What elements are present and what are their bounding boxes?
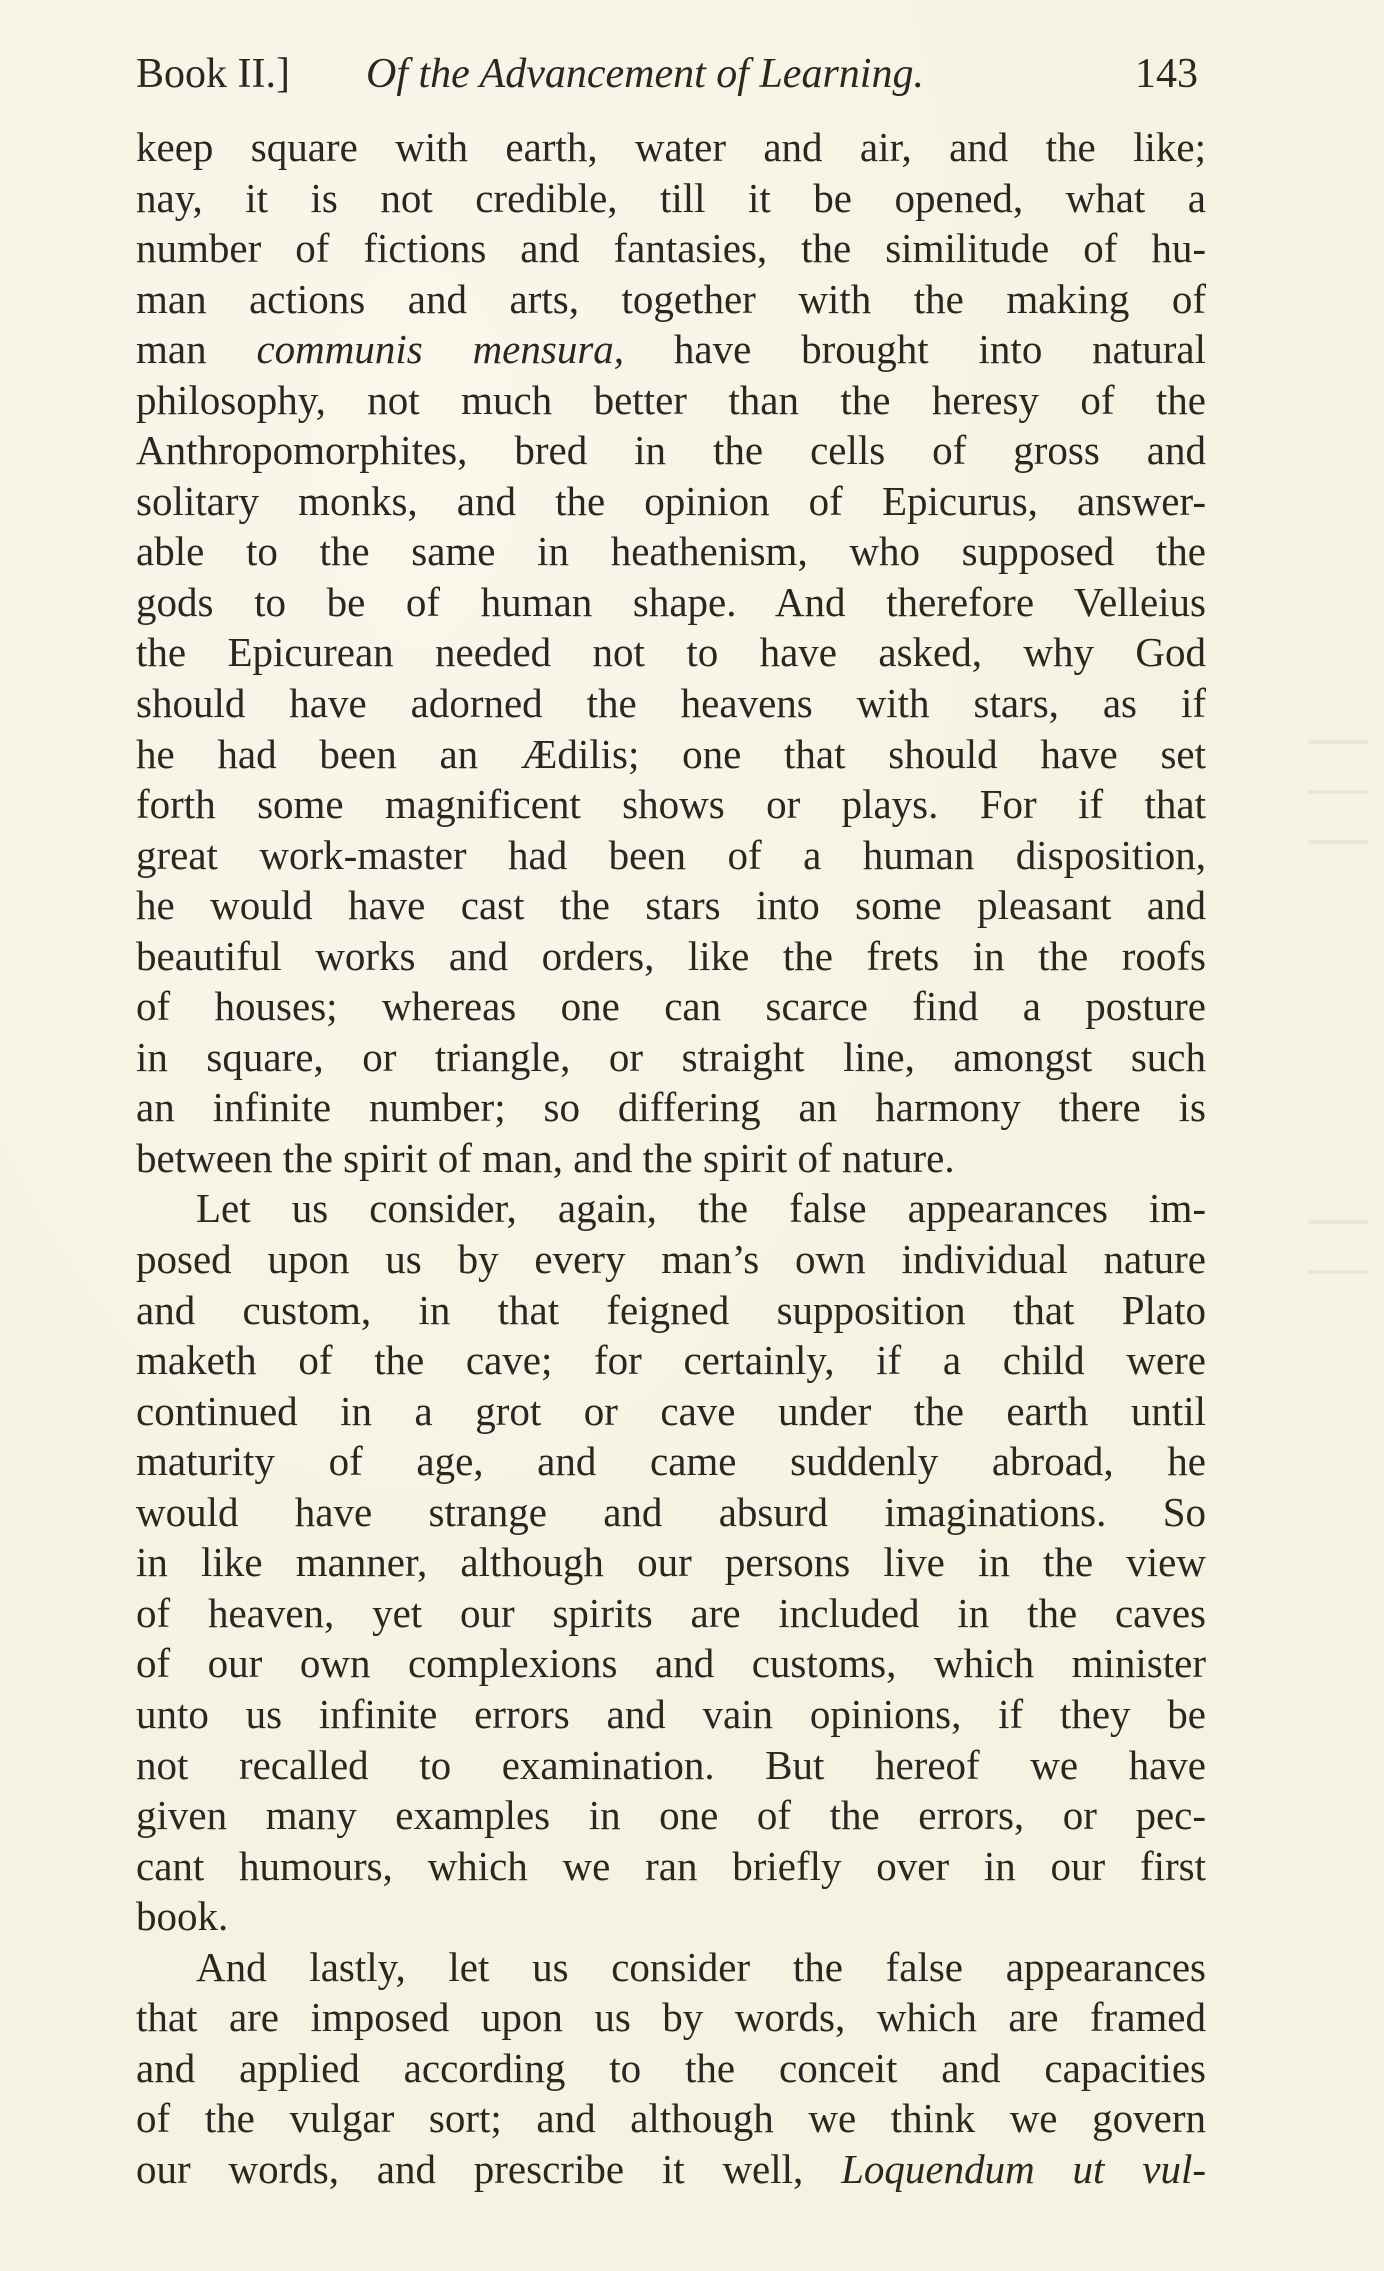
text-line: an infinite number; so differing an harmony there is bbox=[136, 1084, 1206, 1131]
text-line: gods to be of human shape. And therefore Velleius bbox=[136, 578, 1206, 625]
running-title: Of the Advancement of Learning. bbox=[366, 51, 924, 97]
text-run: our words, and prescribe it well, bbox=[136, 2145, 842, 2192]
text-line: given many examples in one of the errors, or pec- bbox=[136, 1792, 1206, 1839]
text-line bbox=[136, 324, 1206, 375]
text-line: beautiful works and orders, like the frets in the roofs bbox=[136, 932, 1206, 979]
running-header bbox=[136, 44, 1198, 104]
text-line: forth some magnificent shows or plays. For if that bbox=[136, 781, 1206, 828]
text-line: of houses; whereas one can scarce find a posture bbox=[136, 983, 1206, 1030]
show-through-mark bbox=[1308, 1270, 1368, 1274]
text-line: would have strange and absurd imaginations. So bbox=[136, 1488, 1206, 1535]
show-through-mark bbox=[1308, 840, 1368, 844]
text-line: the Epicurean needed not to have asked, why God bbox=[136, 629, 1206, 676]
paragraph-start: And lastly, let us consider the false appearances bbox=[196, 1943, 1206, 1990]
text-line: of the vulgar sort; and although we think we govern bbox=[136, 2095, 1206, 2142]
text-line: maketh of the cave; for certainly, if a child were bbox=[136, 1337, 1206, 1384]
text-line: should have adorned the heavens with stars, as if bbox=[136, 680, 1206, 727]
text-line: maturity of age, and came suddenly abroad, he bbox=[136, 1438, 1206, 1485]
text-line: posed upon us by every man’s own individual nature bbox=[136, 1236, 1206, 1283]
text-line: great work-master had been of a human disposition, bbox=[136, 831, 1206, 878]
text-line: keep square with earth, water and air, and the like; bbox=[136, 124, 1206, 170]
paragraph-start: Let us consider, again, the false appearances im- bbox=[196, 1185, 1206, 1232]
text-line: and custom, in that feigned supposition that Plato bbox=[136, 1286, 1206, 1333]
text-line: he had been an Ædilis; one that should have set bbox=[136, 730, 1206, 777]
text-line: able to the same in heathenism, who supposed the bbox=[136, 528, 1206, 575]
text-line: Anthropomorphites, bred in the cells of gross and bbox=[136, 427, 1206, 474]
show-through-mark bbox=[1308, 790, 1368, 794]
latin-phrase: Loquendum ut vul- bbox=[841, 2145, 1206, 2192]
text-line: continued in a grot or cave under the earth until bbox=[136, 1387, 1206, 1434]
text-line: and applied according to the conceit and capacities bbox=[136, 2044, 1206, 2091]
text-run: man bbox=[136, 326, 257, 373]
latin-phrase: communis mensura, bbox=[256, 326, 625, 373]
text-line: book. bbox=[136, 1893, 229, 1940]
body-text bbox=[136, 122, 1206, 2194]
text-line: man actions and arts, together with the making of bbox=[136, 275, 1206, 322]
text-line: number of fictions and fantasies, the similitude of hu- bbox=[136, 225, 1206, 272]
text-line: of our own complexions and customs, which minister bbox=[136, 1640, 1206, 1687]
text-line: not recalled to examination. But hereof we have bbox=[136, 1741, 1206, 1788]
text-line: nay, it is not credible, till it be opened, what a bbox=[136, 174, 1206, 221]
text-line: in like manner, although our persons live in the view bbox=[136, 1539, 1206, 1586]
show-through-mark bbox=[1308, 740, 1368, 744]
margin-show-through bbox=[1300, 700, 1380, 1500]
text-line: he would have cast the stars into some pleasant and bbox=[136, 882, 1206, 929]
text-line: of heaven, yet our spirits are included in the caves bbox=[136, 1589, 1206, 1636]
text-line: between the spirit of man, and the spirit of nature. bbox=[136, 1134, 955, 1181]
text-line: unto us infinite errors and vain opinions, if they be bbox=[136, 1690, 1206, 1737]
text-line: in square, or triangle, or straight line, amongst such bbox=[136, 1033, 1206, 1080]
text-line: philosophy, not much better than the heresy of the bbox=[136, 376, 1206, 423]
text-run: have brought into natural bbox=[624, 326, 1206, 373]
page-number: 143 bbox=[1135, 51, 1198, 97]
text-line: that are imposed upon us by words, which are framed bbox=[136, 1994, 1206, 2041]
text-line: solitary monks, and the opinion of Epicurus, answer- bbox=[136, 477, 1206, 524]
text-line: cant humours, which we ran briefly over in our first bbox=[136, 1842, 1206, 1889]
text-line bbox=[136, 2144, 1206, 2195]
show-through-mark bbox=[1308, 1220, 1368, 1224]
book-section-label: Book II.] bbox=[136, 51, 290, 97]
